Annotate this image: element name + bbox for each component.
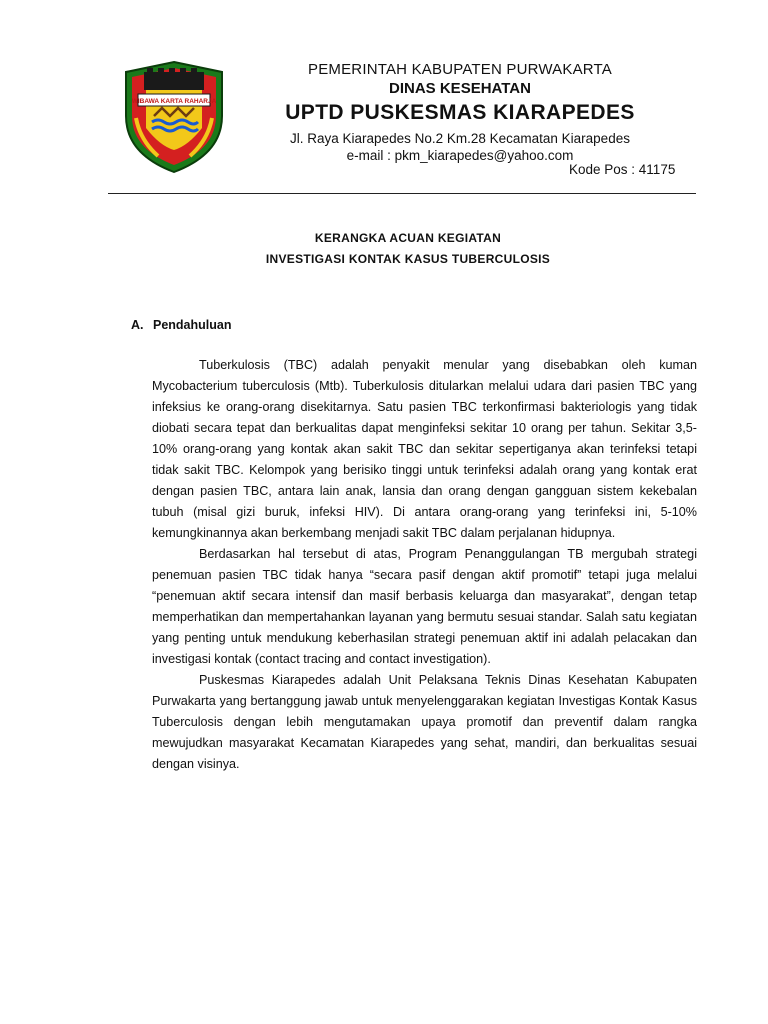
email-line: e-mail : pkm_kiarapedes@yahoo.com: [346, 148, 574, 163]
government-name: PEMERINTAH KABUPATEN PURWAKARTA: [307, 61, 613, 78]
letterhead-divider: [108, 193, 696, 194]
address-line: Jl. Raya Kiarapedes No.2 Km.28 Kecamatan Kiarapedes: [290, 131, 630, 146]
paragraph: Puskesmas Kiarapedes adalah Unit Pelaksana Teknis Dinas Kesehatan Kabupaten Purwakarta yang bertanggung jawab untuk menyelenggarakan kegiatan Investigas Kontak Kasus Tuberculosis dengan lebih mengutamakan upaya promotif dan preventif dalam rangka mewujudkan masyarakat Kecamatan Kiarapedes yang sehat, mandiri, dan berkualitas sesuai dengan visinya.: [152, 673, 697, 771]
section-letter: A.: [131, 318, 144, 332]
paragraph: Tuberkulosis (TBC) adalah penyakit menular yang disebabkan oleh kuman Mycobacterium tuberculosis (Mtb). Tuberkulosis ditularkan melalui udara dari pasien TBC yang infeksius ke orang-orang disekitarnya. Satu pasien TBC terkonfirmasi bakteriologis yang tidak diobati secara tepat dan berkualitas dapat menginfeksi sekitar 10 orang per tahun. Sekitar 3,5-10% orang-orang yang kontak akan sakit TBC dan sekitar sepertiganya akan terinfeksi tetapi tidak sakit TBC. Kelompok yang berisiko tinggi untuk terinfeksi adalah orang yang kontak erat dengan pasien TBC, antara lain anak, lansia dan orang dengan gangguan sistem kekebalan tubuh (misal gizi buruk, infeksi HIV). Di antara orang-orang yang terinfeksi ini, 5-10% kemungkinannya akan berkembang menjadi sakit TBC dalam perjalanan hidupnya.: [152, 358, 697, 540]
letterhead: [232, 60, 688, 164]
document-title: KERANGKA ACUAN KEGIATAN: [314, 231, 502, 245]
document-subtitle: INVESTIGASI KONTAK KASUS TUBERCULOSIS: [265, 252, 551, 266]
regency-logo: [118, 58, 230, 176]
postal-code: Kode Pos : 41175: [569, 162, 676, 177]
institution-name: UPTD PUSKESMAS KIARAPEDES: [285, 101, 635, 124]
paragraph: Berdasarkan hal tersebut di atas, Program Penanggulangan TB mergubah strategi penemuan pasien TBC tidak hanya “secara pasif dengan aktif promotif” tetapi juga melalui “penemuan aktif secara intensif dan masif berbasis keluarga dan masyarakat”, dengan tetap memperhatikan dan mempertahankan layanan yang bermutu sesuai standar. Salah satu kegiatan yang penting untuk mendukung keberhasilan strategi penemuan aktif ini adalah pelacakan dan investigasi kontak (contact tracing and contact investigation).: [152, 547, 697, 666]
section-title: Pendahuluan: [153, 318, 232, 332]
regency-crest-emblem: [118, 58, 230, 176]
svg-text:WIBAWA KARTA RAHARJA: WIBAWA KARTA RAHARJA: [131, 98, 217, 105]
agency-name: DINAS KESEHATAN: [389, 80, 531, 97]
section-body: [152, 355, 697, 775]
section-heading: [131, 318, 231, 332]
